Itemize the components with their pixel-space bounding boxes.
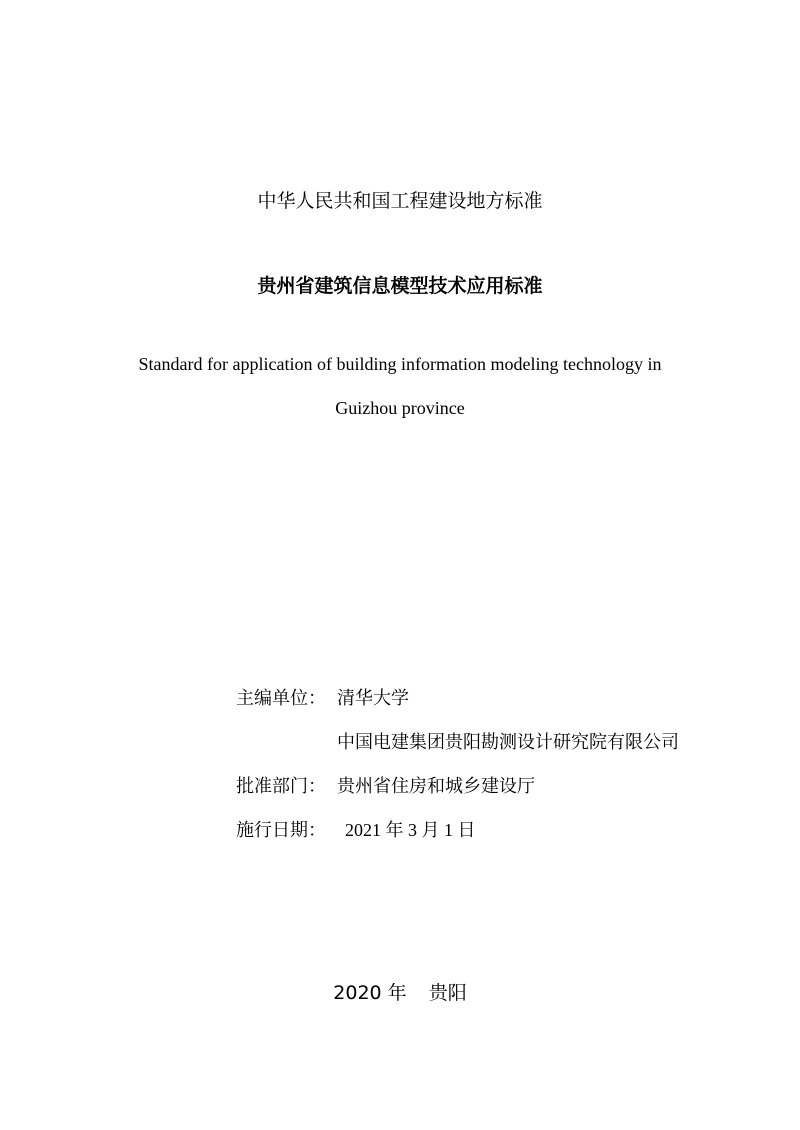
editor-unit-1: 清华大学 (337, 688, 409, 708)
effective-date-row (236, 816, 776, 860)
editor-row-continued (236, 728, 776, 772)
standard-title-chinese: 贵州省建筑信息模型技术应用标准 (257, 275, 543, 297)
standard-title-english-line-2: Guizhou province (335, 398, 465, 418)
editor-label: 主编单位： (236, 688, 326, 708)
effective-date: 2021 年 3 月 1 日 (345, 820, 476, 840)
approval-label: 批准部门： (236, 776, 326, 796)
approval-department: 贵州省住房和城乡建设厅 (337, 776, 535, 796)
approval-row (236, 772, 776, 816)
effective-date-label: 施行日期： (236, 820, 326, 840)
publication-info (236, 684, 776, 860)
standard-category: 中华人民共和国工程建设地方标准 (257, 190, 543, 212)
standard-title-english-line-1: Standard for application of building information modeling technology in (138, 354, 662, 374)
publication-year: 2020 年 (333, 982, 407, 1004)
publication-footer (0, 979, 800, 1007)
editor-unit-2: 中国电建集团贵阳勘测设计研究院有限公司 (337, 732, 679, 752)
editor-row (236, 684, 776, 728)
publication-city: 贵阳 (428, 982, 467, 1004)
